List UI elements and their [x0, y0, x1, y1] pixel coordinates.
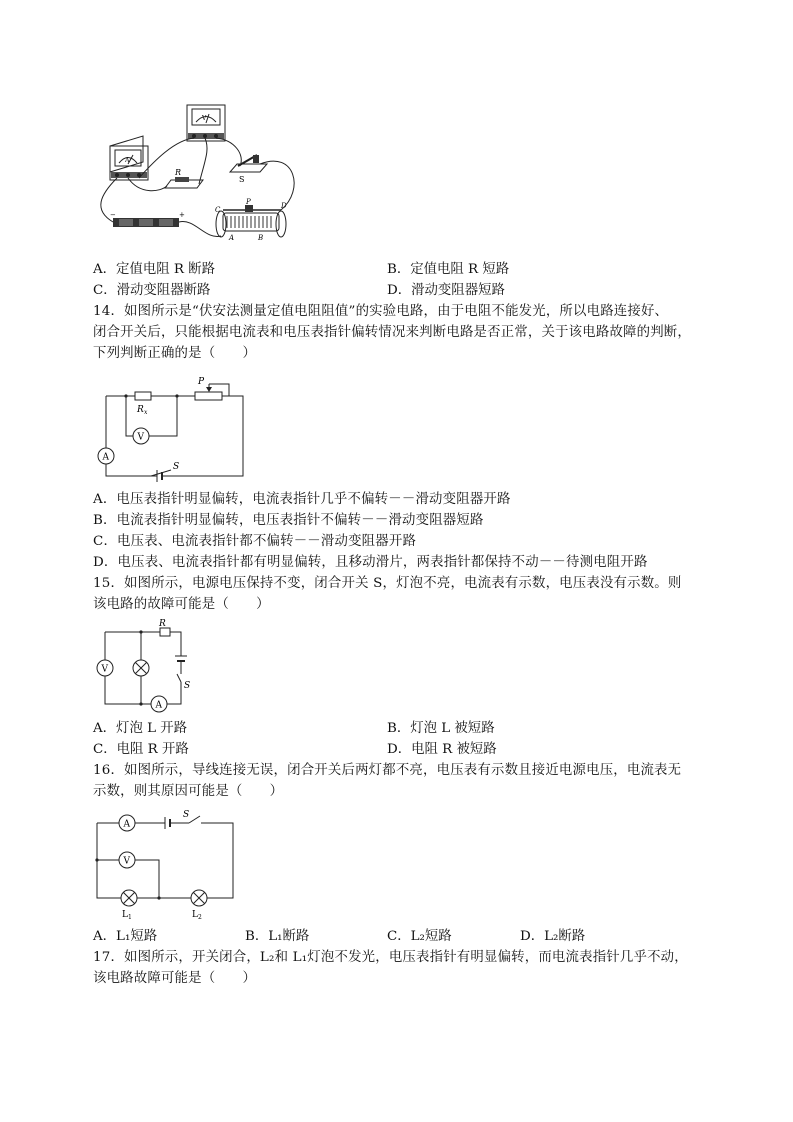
svg-text:x: x — [144, 409, 148, 416]
voltmeter-device — [187, 105, 225, 141]
q13-option-c[interactable]: C．滑动变阻器断路 — [93, 283, 211, 298]
q15-voltmeter-label: V — [101, 664, 108, 675]
q17-stem-line-1: 17．如图所示，开关闭合，L₂和 L₁灯泡不发光，电压表指针有明显偏转，而电流表指针几乎不动， — [93, 950, 688, 965]
q16-option-b[interactable]: B．L₁断路 — [245, 929, 310, 944]
q15-stem-line-2: 该电路的故障可能是（ ） — [93, 597, 270, 612]
svg-text:2: 2 — [198, 914, 202, 921]
q16-option-a[interactable]: A．L₁短路 — [93, 929, 158, 944]
q16-option-d[interactable]: D．L₂断路 — [520, 929, 586, 944]
resistor-label: R — [175, 168, 182, 177]
q14-option-d[interactable]: D．电压表、电流表指针都有明显偏转，且移动滑片，两表指针都保持不动－－待测电阻开路 — [93, 555, 648, 570]
rheostat-terminal-a: A — [229, 234, 235, 242]
q16-switch-label: S — [183, 810, 190, 820]
rheostat-slider-p: P — [246, 198, 251, 206]
rheostat-device — [215, 198, 287, 242]
q14-circuit-diagram — [95, 370, 255, 485]
q15-option-c[interactable]: C．电阻 R 开路 — [93, 742, 189, 757]
voltmeter-label: V — [202, 115, 207, 122]
switch-label: S — [239, 175, 245, 184]
q16-ammeter-label: A — [123, 819, 130, 830]
q16-voltmeter-label: V — [123, 856, 130, 867]
q15-resistor-r — [160, 628, 170, 636]
q16-circuit-diagram — [93, 808, 243, 923]
q15-resistor-label: R — [159, 619, 166, 629]
q15-option-b[interactable]: B．灯泡 L 被短路 — [387, 721, 495, 736]
q14-rheostat — [195, 392, 222, 400]
q16-l2-label: L — [192, 910, 198, 920]
q14-resistor-rx — [135, 392, 151, 400]
q14-switch-label: S — [173, 462, 180, 472]
switch-device — [230, 155, 267, 184]
q13-option-a[interactable]: A．定值电阻 R 断路 — [93, 262, 215, 277]
q15-stem-line-1: 15．如图所示，电源电压保持不变，闭合开关 S，灯泡不亮，电流表有示数，电压表没有示数。则 — [93, 576, 682, 591]
q14-stem-line-2: 闭合开关后，只能根据电流表和电压表指针偏转情况来判断电路是否正常，关于该电路故障的判断， — [93, 325, 691, 340]
rheostat-terminal-b: B — [258, 234, 264, 242]
q15-switch-label: S — [184, 681, 191, 691]
rheostat-terminal-c: C — [215, 206, 221, 214]
q14-ammeter-label: A — [102, 452, 109, 463]
ammeter-label: A — [125, 157, 130, 164]
q14-option-c[interactable]: C．电压表、电流表指针都不偏转－－滑动变阻器开路 — [93, 534, 417, 549]
q14-voltmeter-label: V — [137, 432, 144, 443]
q16-option-c[interactable]: C．L₂短路 — [387, 929, 452, 944]
q14-rx-label: R — [137, 405, 144, 415]
q13-apparatus-figure — [95, 100, 310, 250]
q15-ammeter-label: A — [155, 700, 162, 711]
battery-pack — [110, 211, 185, 227]
rheostat-terminal-d: D — [281, 202, 287, 210]
q15-option-d[interactable]: D．电阻 R 被短路 — [387, 742, 497, 757]
svg-text:−: − — [110, 211, 116, 219]
q17-stem-line-2: 该电路故障可能是（ ） — [93, 971, 257, 986]
q15-option-a[interactable]: A．灯泡 L 开路 — [93, 721, 188, 736]
svg-text:1: 1 — [128, 914, 132, 921]
q14-slider-label: P — [198, 377, 205, 387]
q13-option-d[interactable]: D．滑动变阻器短路 — [387, 283, 505, 298]
q16-l1-label: L — [122, 910, 128, 920]
q14-option-a[interactable]: A．电压表指针明显偏转，电流表指针几乎不偏转－－滑动变阻器开路 — [93, 492, 511, 507]
q16-stem-line-1: 16．如图所示，导线连接无误，闭合开关后两灯都不亮，电压表有示数且接近电源电压，电流表无 — [93, 763, 682, 778]
q14-stem-line-3: 下列判断正确的是（ ） — [93, 346, 257, 361]
svg-text:+: + — [179, 211, 185, 219]
q14-option-b[interactable]: B．电流表指针明显偏转，电压表指针不偏转－－滑动变阻器短路 — [93, 513, 484, 528]
q15-circuit-diagram — [93, 618, 203, 718]
resistor-board — [165, 168, 203, 188]
ammeter-device — [110, 136, 148, 180]
q14-stem-line-1: 14．如图所示是“伏安法测量定值电阻阻值”的实验电路，由于电阻不能发光，所以电路连接好、 — [93, 304, 669, 319]
q16-stem-line-2: 示数，则其原因可能是（ ） — [93, 784, 284, 799]
q13-option-b[interactable]: B．定值电阻 R 短路 — [387, 262, 510, 277]
